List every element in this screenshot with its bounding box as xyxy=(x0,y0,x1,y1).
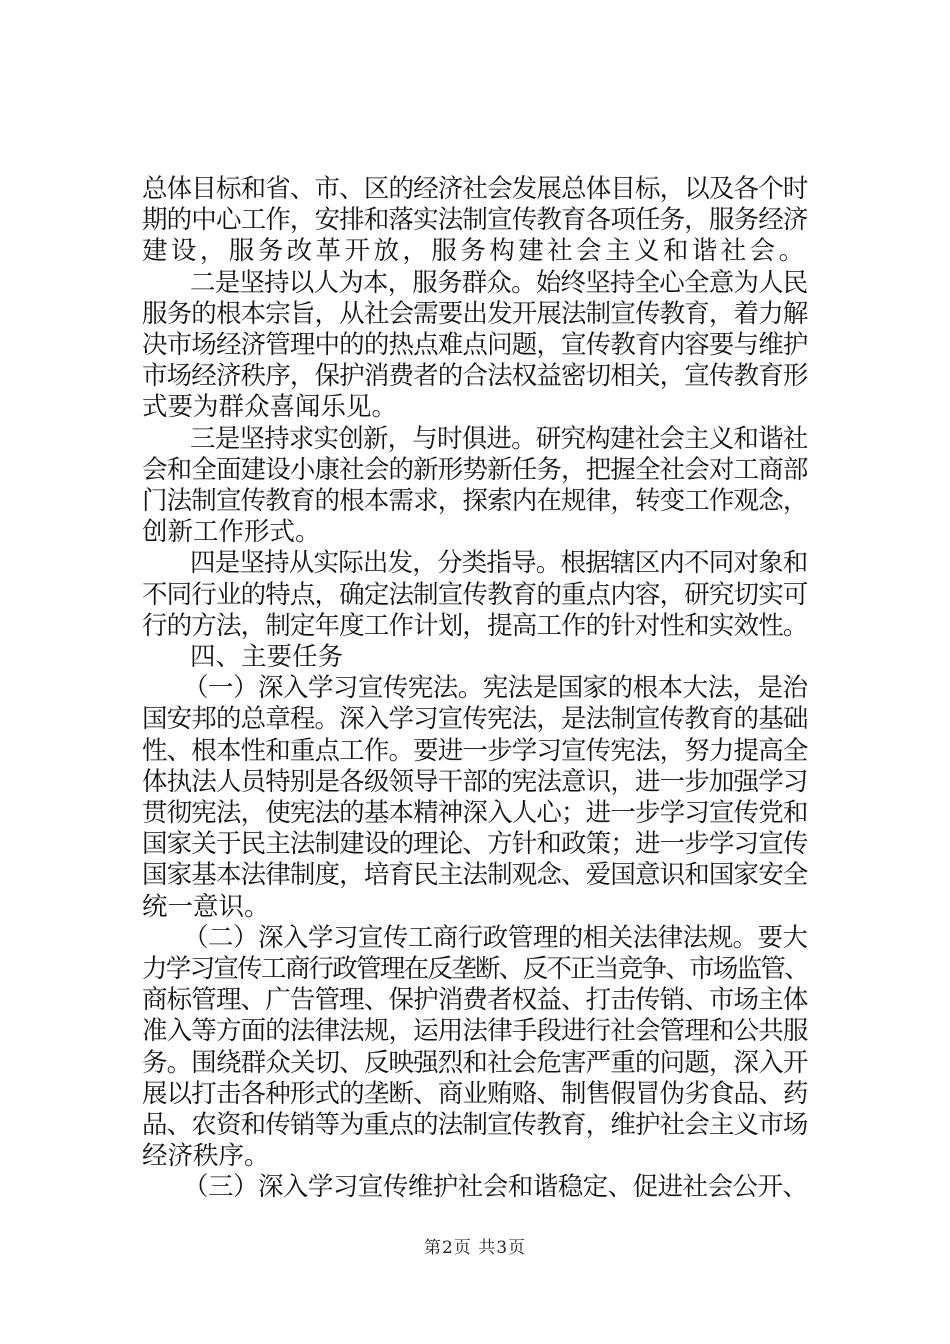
text-line: 总体目标和省、市、区的经济社会发展总体目标，以及各个时 xyxy=(142,174,808,204)
text-line: 展以打击各种形式的垄断、商业贿赂、制售假冒伪劣食品、药 xyxy=(142,1078,808,1109)
text-line: 国安邦的总章程。深入学习宣传宪法，是法制宣传教育的基础 xyxy=(142,704,808,735)
text-line: （二）深入学习宣传工商行政管理的相关法律法规。要大 xyxy=(183,922,808,953)
text-line: 国家关于民主法制建设的理论、方针和政策；进一步学习宣传 xyxy=(142,829,808,860)
text-line: 市场经济秩序，保护消费者的合法权益密切相关，宣传教育形 xyxy=(142,361,808,392)
text-line: 创新工作形式。 xyxy=(142,517,321,548)
text-line: 国家基本法律制度，培育民主法制观念、爱国意识和国家安全 xyxy=(142,860,808,891)
text-line: 力学习宣传工商行政管理在反垄断、反不正当竞争、市场监管、 xyxy=(142,954,809,984)
text-line: 建设，服务改革开放，服务构建社会主义和谐社会。 xyxy=(142,236,808,267)
text-line: 不同行业的特点，确定法制宣传教育的重点内容，研究切实可 xyxy=(142,579,808,610)
text-line: 会和全面建设小康社会的新形势新任务，把握全社会对工商部 xyxy=(142,454,808,485)
text-line: 贯彻宪法，使宪法的基本精神深入人心；进一步学习宣传党和 xyxy=(142,798,808,828)
text-line: 经济秩序。 xyxy=(142,1141,270,1172)
text-line: 统一意识。 xyxy=(142,891,270,922)
text-line: 二是坚持以人为本，服务群众。始终坚持全心全意为人民 xyxy=(190,267,808,298)
text-line: 服务的根本宗旨，从社会需要出发开展法制宣传教育，着力解 xyxy=(142,298,808,329)
text-line: 行的方法，制定年度工作计划，提高工作的针对性和实效性。 xyxy=(142,610,808,641)
text-line: （三）深入学习宣传维护社会和谐稳定、促进社会公开、 xyxy=(183,1172,808,1203)
text-line: 四是坚持从实际出发，分类指导。根据辖区内不同对象和 xyxy=(190,548,808,579)
text-line: （一）深入学习宣传宪法。宪法是国家的根本大法，是治 xyxy=(183,673,808,704)
section-heading: 四、主要任务 xyxy=(190,642,344,672)
text-line: 准入等方面的法律法规，运用法律手段进行社会管理和公共服 xyxy=(142,1016,808,1047)
page-number-footer: 第2页 共3页 xyxy=(423,1238,527,1258)
text-line: 体执法人员特别是各级领导干部的宪法意识，进一步加强学习 xyxy=(142,766,808,797)
text-line: 期的中心工作，安排和落实法制宣传教育各项任务，服务经济 xyxy=(142,205,808,236)
text-line: 务。围绕群众关切、反映强烈和社会危害严重的问题，深入开 xyxy=(142,1047,808,1078)
text-line: 商标管理、广告管理、保护消费者权益、打击传销、市场主体 xyxy=(142,985,808,1016)
text-line: 性、根本性和重点工作。要进一步学习宣传宪法，努力提高全 xyxy=(142,735,808,766)
text-line: 式要为群众喜闻乐见。 xyxy=(142,392,398,423)
text-line: 品、农资和传销等为重点的法制宣传教育，维护社会主义市场 xyxy=(142,1110,808,1140)
text-line: 门法制宣传教育的根本需求，探索内在规律，转变工作观念， xyxy=(142,486,808,516)
text-line: 决市场经济管理中的的热点难点问题，宣传教育内容要与维护 xyxy=(142,330,808,360)
text-line: 三是坚持求实创新，与时俱进。研究构建社会主义和谐社 xyxy=(190,423,808,454)
